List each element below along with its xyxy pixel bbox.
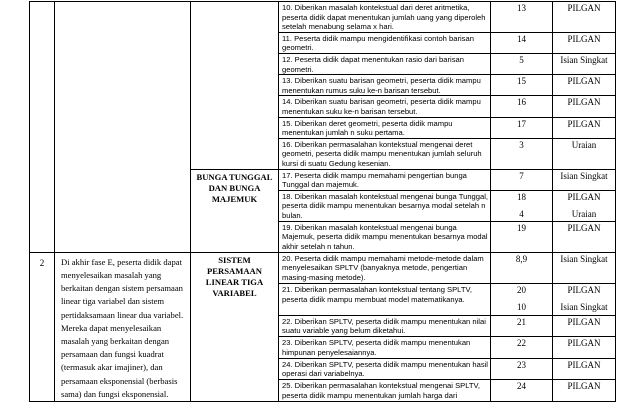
material-cell-empty <box>191 2 279 170</box>
item-number-cell: 5 <box>491 53 553 74</box>
table-row <box>30 252 616 283</box>
item-type-cell: Isian Singkat <box>553 169 616 190</box>
indicator-cell: 10. Diberikan masalah kontekstual dari deret aritmetika, peserta didik dapat menentukan jumlah uang yang diperoleh setelah menabung selama x hari. <box>279 2 491 33</box>
indicator-cell: 12. Peserta didik dapat menentukan rasio dari barisan geometri. <box>279 53 491 74</box>
indicator-cell: 18. Diberikan masalah kontekstual mengenai bunga Tunggal, peserta didik mampu menentukan besarnya modal setelah n bulan. <box>279 190 491 221</box>
item-number-cell: 3 <box>491 138 553 169</box>
item-number-b: 4 <box>519 208 524 219</box>
kisi-kisi-table <box>29 1 616 402</box>
item-number-cell: 17 <box>491 117 553 138</box>
item-type-cell: PILGAN <box>553 221 616 252</box>
item-number-a: 20 <box>517 285 526 296</box>
item-number-b: 10 <box>517 302 526 313</box>
item-number-cell: 7 <box>491 169 553 190</box>
item-number-cell: 19 <box>491 221 553 252</box>
item-number-cell: 15 <box>491 75 553 96</box>
item-type-cell: PILGAN <box>553 32 616 53</box>
item-type-a: PILGAN <box>567 285 601 296</box>
item-number-cell <box>491 190 553 221</box>
cp-cell-empty <box>55 2 191 253</box>
item-number-a: 18 <box>517 191 526 202</box>
item-type-cell <box>553 190 616 221</box>
indicator-cell: 16. Diberikan permasalahan kontekstual mengenai deret geometri, peserta didik mampu menentukan jumlah seluruh kursi di suatu Gedung kesenian. <box>279 138 491 169</box>
item-type-cell: PILGAN <box>553 315 616 337</box>
indicator-cell: 11. Peserta didik mampu mengidentifikasi contoh barisan geometri. <box>279 32 491 53</box>
indicator-cell: 21. Diberikan permasalahan kontekstual tentang SPLTV, peserta didik mampu membuat model matematikanya. <box>279 284 491 316</box>
indicator-cell: 17. Peserta didik mampu memahami pengertian bunga Tunggal dan majemuk. <box>279 169 491 190</box>
item-type-cell: PILGAN <box>553 117 616 138</box>
indicator-cell: 13. Diberikan suatu barisan geometri, peserta didik mampu menentukan rumus suku ke-n barisan tersebut. <box>279 75 491 96</box>
item-type-cell: PILGAN <box>553 380 616 402</box>
indicator-cell: 14. Diberikan suatu barisan geometri, peserta didik mampu menentukan suku ke-n barisan tersebut. <box>279 96 491 117</box>
learning-outcome-text: Di akhir fase E, peserta didik dapat menyelesaikan masalah yang berkaitan dengan sistem persamaan linear tiga variabel dan sistem pertidaksamaan linear dua variabel. Mereka dapat menyelesaikan masalah yang berkaitan dengan persamaan dan fungsi kuadrat (termasuk akar imajiner), dan persamaan eksponensial (berbasis sama) dan fungsi eksponensial. <box>55 252 191 401</box>
item-type-a: PILGAN <box>567 191 601 202</box>
indicator-cell: 15. Diberikan deret geometri, peserta didik mampu menentukan jumlah n suku pertama. <box>279 117 491 138</box>
item-number-cell: 24 <box>491 380 553 402</box>
material-bunga: BUNGA TUNGGAL DAN BUNGA MAJEMUK <box>191 169 279 252</box>
item-number-cell: 8,9 <box>491 252 553 283</box>
indicator-cell: 19. Diberikan masalah kontekstual mengenai bunga Majemuk, peserta didik mampu menentukan besarnya modal akhir setelah n tahun. <box>279 221 491 252</box>
item-number-cell: 23 <box>491 358 553 380</box>
item-type-b: Isian Singkat <box>560 302 608 313</box>
indicator-cell: 25. Diberikan permasalahan kontekstual mengenai SPLTV, peserta didik mampu menentukan jumlah harga dari <box>279 380 491 402</box>
item-type-cell: Isian Singkat <box>553 53 616 74</box>
indicator-cell: 20. Peserta didik mampu memahami metode-metode dalam menyelesaikan SPLTV (banyaknya metode, pengertian masing-masing metode). <box>279 252 491 283</box>
item-type-b: Uraian <box>571 208 597 219</box>
item-type-cell <box>553 284 616 316</box>
item-type-cell: PILGAN <box>553 358 616 380</box>
item-number-cell <box>491 284 553 316</box>
item-number-cell: 16 <box>491 96 553 117</box>
item-number-cell: 22 <box>491 337 553 359</box>
table-row <box>30 2 616 33</box>
no-cell-empty <box>30 2 55 253</box>
indicator-cell: 22. Diberikan SPLTV, peserta didik mampu menentukan nilai suatu variable yang belum diketahui. <box>279 315 491 337</box>
item-number-cell: 21 <box>491 315 553 337</box>
material-spltv: SISTEM PERSAMAAN LINEAR TIGA VARIABEL <box>191 252 279 401</box>
item-number-cell: 14 <box>491 32 553 53</box>
item-type-cell: Isian Singkat <box>553 252 616 283</box>
item-type-cell: PILGAN <box>553 2 616 33</box>
item-type-cell: PILGAN <box>553 337 616 359</box>
row-number: 2 <box>30 252 55 401</box>
item-type-cell: PILGAN <box>553 96 616 117</box>
item-type-cell: Uraian <box>553 138 616 169</box>
indicator-cell: 24. Diberikan SPLTV, peserta didik mampu menentukan hasil operasi dari variabelnya. <box>279 358 491 380</box>
item-number-cell: 13 <box>491 2 553 33</box>
item-type-cell: PILGAN <box>553 75 616 96</box>
indicator-cell: 23. Diberikan SPLTV, peserta didik mampu menentukan himpunan penyelesaiannya. <box>279 337 491 359</box>
